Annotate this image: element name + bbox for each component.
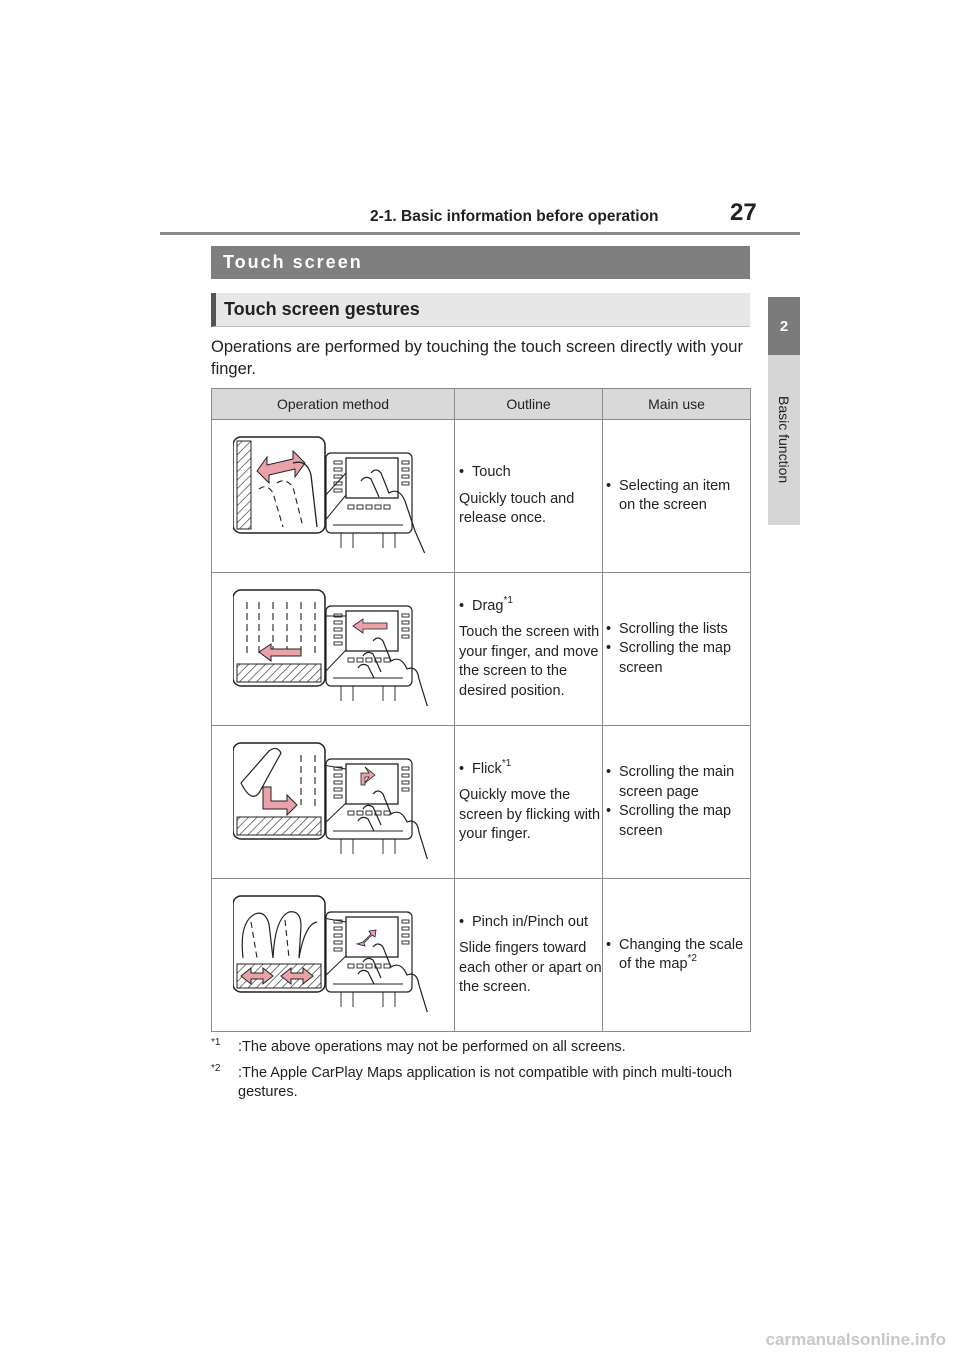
pinch-illustration-icon	[233, 892, 433, 1012]
table-row	[212, 726, 751, 879]
bullet-icon: •	[459, 597, 465, 614]
header-outline: Outline	[455, 389, 603, 420]
use-footnote: *2	[687, 953, 697, 964]
footnote-marker: *1	[211, 1037, 221, 1048]
bullet-icon: •	[459, 760, 465, 777]
method-label: Pinch in/Pinch out	[472, 913, 589, 930]
footnote-text: :The Apple CarPlay Maps application is not compatible with pinch multi-touch gestures.	[238, 1064, 733, 1100]
list-item	[606, 936, 750, 975]
outline-text: Quickly touch and release once.	[459, 490, 575, 527]
use-text: Scrolling the map screen	[619, 803, 732, 839]
pinch-use-cell	[603, 879, 751, 1032]
pinch-gesture-illustration	[212, 879, 455, 1032]
use-text: Scrolling the lists	[619, 620, 728, 637]
flick-gesture-illustration	[212, 726, 455, 879]
footnote	[211, 1038, 756, 1058]
outline-text: Slide fingers toward each other or apart on the screen.	[459, 940, 602, 995]
chapter-tab-title: Basic function	[776, 396, 792, 484]
footer-watermark: carmanualsonline.info	[765, 1330, 946, 1349]
header-rule	[160, 232, 800, 235]
pinch-outline-cell	[455, 879, 603, 1032]
intro-text: Operations are performed by touching the touch screen directly with your finger.	[211, 338, 743, 378]
list-item	[459, 913, 602, 933]
chapter-tab-number: 2	[768, 297, 800, 355]
flick-use-cell	[603, 726, 751, 879]
drag-gesture-illustration	[212, 573, 455, 726]
subsection-title: Touch screen gestures	[224, 299, 420, 319]
bullet-icon: •	[606, 764, 612, 780]
header-main-use: Main use	[603, 389, 751, 420]
bullet-icon: •	[606, 477, 612, 494]
section-title: Touch screen	[223, 252, 363, 272]
drag-outline-cell	[455, 573, 603, 726]
list-item	[606, 802, 750, 841]
outline-text: Quickly move the screen by flicking with your finger.	[459, 787, 601, 842]
list-item	[459, 594, 602, 617]
touch-gesture-illustration	[212, 420, 455, 573]
table-row	[212, 573, 751, 726]
outline-text: Touch the screen with your finger, and move the screen to the desired position.	[459, 624, 600, 699]
gestures-table	[211, 388, 751, 1032]
bullet-icon: •	[606, 936, 612, 953]
method-footnote: *1	[503, 594, 513, 606]
header-operation-method: Operation method	[212, 389, 455, 420]
bullet-icon: •	[606, 803, 612, 819]
flick-outline-cell	[455, 726, 603, 879]
touch-illustration-icon	[233, 433, 433, 553]
list-item	[606, 620, 750, 640]
touch-outline-cell	[455, 420, 603, 573]
method-label: Drag	[472, 597, 504, 614]
bullet-icon: •	[606, 620, 612, 637]
bullet-icon: •	[606, 640, 612, 657]
section-title-bar	[211, 246, 750, 279]
bullet-icon: •	[459, 913, 465, 930]
use-text: Scrolling the map screen	[619, 640, 732, 676]
touch-use-cell	[603, 420, 751, 573]
table-row	[212, 420, 751, 573]
subsection-title-bar	[211, 293, 750, 327]
use-text: Changing the scale of the map	[619, 936, 744, 972]
drag-use-cell	[603, 573, 751, 726]
bullet-icon: •	[459, 464, 465, 481]
use-text: Selecting an item on the screen	[619, 477, 731, 513]
header-section-title: 2-1. Basic information before operation	[370, 208, 659, 225]
footnote-text: :The above operations may not be performed on all screens.	[238, 1039, 626, 1055]
list-item	[606, 639, 750, 678]
footnote	[211, 1064, 756, 1103]
flick-illustration-icon	[233, 739, 433, 859]
list-item	[459, 757, 602, 780]
page-number: 27	[730, 199, 757, 226]
table-row	[212, 879, 751, 1032]
footnote-marker: *2	[211, 1062, 221, 1074]
list-item	[459, 463, 602, 483]
list-item	[606, 763, 750, 802]
drag-illustration-icon	[233, 586, 433, 706]
list-item	[606, 477, 750, 516]
method-label: Touch	[472, 464, 511, 481]
chapter-tab-title-wrap	[770, 355, 798, 525]
method-label: Flick	[472, 760, 502, 777]
method-footnote: *1	[501, 757, 512, 769]
footnotes	[211, 1038, 756, 1109]
table-header-row	[212, 389, 751, 420]
use-text: Scrolling the main screen page	[619, 764, 735, 800]
